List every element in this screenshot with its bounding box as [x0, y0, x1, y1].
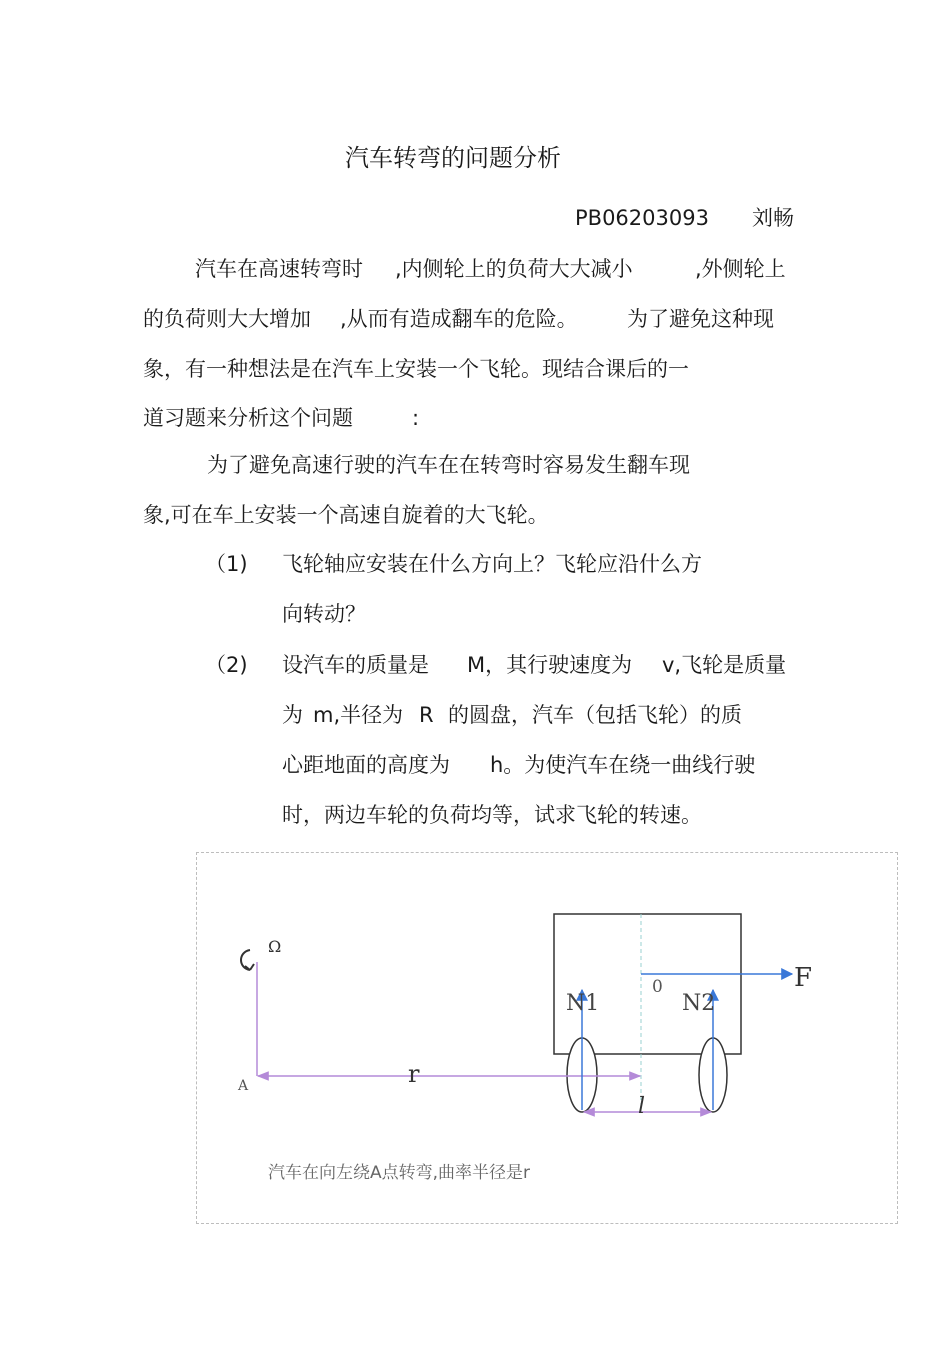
- question-2-text-4: 为: [282, 703, 303, 727]
- intro-line4-a: 道习题来分析这个问题: [143, 406, 353, 430]
- question-2-text-8: 心距地面的高度为: [282, 753, 450, 777]
- question-2-text-3: v,飞轮是质量: [662, 653, 787, 677]
- intro-line1-a: 汽车在高速转弯时: [195, 257, 363, 281]
- question-2-text-1: 设汽车的质量是: [282, 653, 429, 677]
- label-omega: Ω: [268, 937, 282, 956]
- label-n2: N2: [682, 991, 716, 1016]
- intro-line3: 象，有一种想法是在汽车上安装一个飞轮。现结合课后的一: [143, 357, 689, 381]
- question-1-line2: 向转动？: [282, 602, 366, 626]
- label-n1: N1: [566, 991, 600, 1016]
- figure-caption: 汽车在向左绕A点转弯,曲率半径是r: [268, 1163, 531, 1183]
- intro-line2-c: 为了避免这种现: [627, 307, 774, 331]
- label-l: l: [638, 1094, 646, 1119]
- author-name: 刘畅: [752, 206, 794, 230]
- intro-line4-b: :: [412, 406, 420, 430]
- label-f: F: [794, 963, 813, 993]
- question-1-number: （1): [205, 552, 248, 576]
- label-a: A: [238, 1078, 249, 1094]
- label-r: r: [408, 1060, 420, 1088]
- intro-line2-a: 的负荷则大大增加: [143, 307, 311, 331]
- intro-line2-b: ,从而有造成翻车的危险。: [340, 307, 578, 331]
- question-2-text-6: R: [419, 703, 434, 727]
- problem-line2: 象,可在车上安装一个高速自旋着的大飞轮。: [143, 503, 549, 527]
- question-1-line1: 飞轮轴应安装在什么方向上？飞轮应沿什么方: [282, 552, 702, 576]
- page-title: 汽车转弯的问题分析: [345, 144, 561, 172]
- question-2-text-9: h。为使汽车在绕一曲线行驶: [490, 753, 756, 777]
- intro-line1-b: ,内侧轮上的负荷大大减小: [395, 257, 633, 281]
- question-2-number: （2): [205, 653, 248, 677]
- label-o: 0: [652, 977, 663, 997]
- question-2-text-10: 时，两边车轮的负荷均等，试求飞轮的转速。: [282, 803, 702, 827]
- problem-line1: 为了避免高速行驶的汽车在在转弯时容易发生翻车现: [207, 453, 690, 477]
- rotation-arrow-icon: [241, 950, 254, 970]
- author-id: PB06203093: [575, 206, 709, 230]
- question-2-text-7: 的圆盘，汽车（包括飞轮）的质: [448, 703, 742, 727]
- intro-line1-c: ,外侧轮上: [695, 257, 786, 281]
- question-2-text-5: m,半径为: [313, 703, 404, 727]
- question-2-text-2: M，其行驶速度为: [467, 653, 633, 677]
